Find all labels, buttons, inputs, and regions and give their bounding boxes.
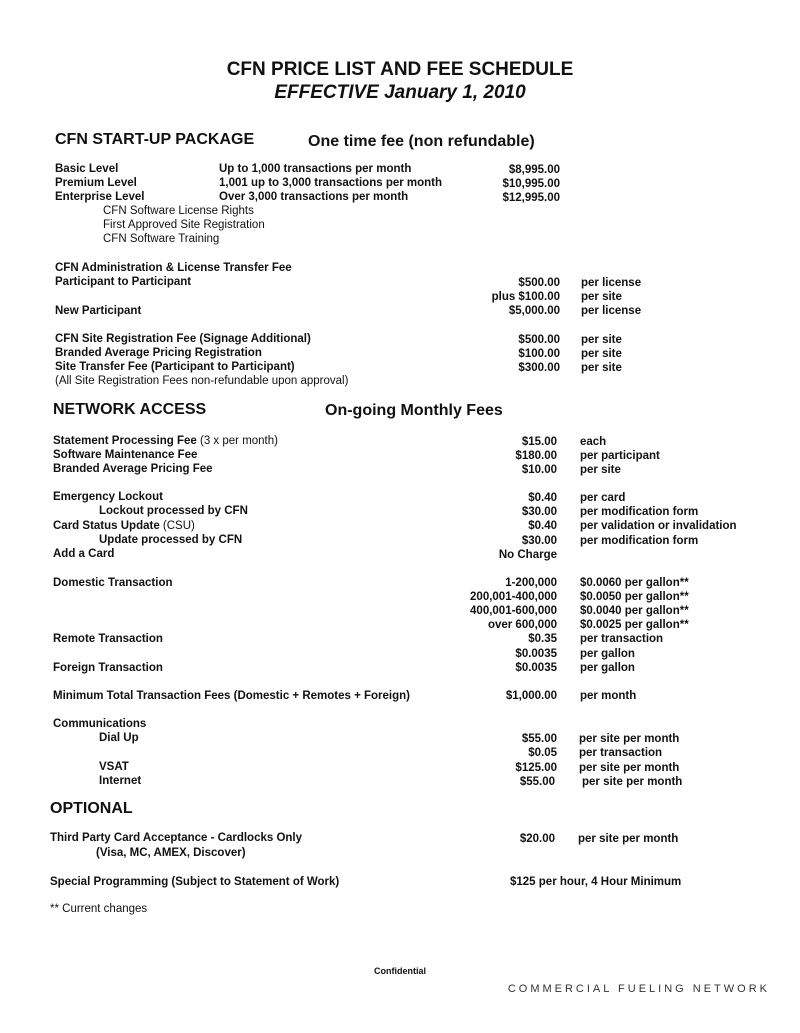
statement-fee	[53, 434, 278, 448]
foreign-unit: per gallon	[580, 662, 635, 674]
network-subheading: On-going Monthly Fees	[325, 402, 503, 419]
p2p-site-amount: plus $100.00	[491, 291, 560, 303]
statement-label: Statement Processing Fee	[53, 435, 197, 447]
foreign-label: Foreign Transaction	[53, 662, 163, 674]
remote-unit: per transaction	[580, 633, 664, 645]
csu-unit: per validation or invalidation	[580, 520, 737, 532]
domestic-tier-range: 200,001-400,000	[470, 591, 557, 603]
confidential-label: Confidential	[374, 966, 426, 976]
software-label: Software Maintenance Fee	[53, 449, 198, 461]
remote-amount: $0.35	[528, 633, 557, 645]
site-note: (All Site Registration Fees non-refundable upon approval)	[55, 375, 349, 387]
vsat-amount: $125.00	[515, 762, 557, 774]
effective-date: EFFECTIVE January 1, 2010	[274, 82, 526, 103]
new-participant-unit: per license	[581, 305, 642, 317]
p2p-site-unit: per site	[581, 291, 622, 303]
site-fee-unit: per site	[581, 334, 622, 346]
domestic-tier-price: $0.0040 per gallon**	[580, 605, 689, 617]
site-fee-amount: $300.00	[518, 362, 560, 374]
csu-note: (CSU)	[159, 520, 195, 532]
minimum-label: Minimum Total Transaction Fees (Domestic + Remotes + Foreign)	[53, 690, 410, 702]
internet-amount: $55.00	[519, 776, 555, 788]
lockout-cfn-label: Lockout processed by CFN	[99, 505, 248, 517]
startup-subheading: One time fee (non refundable)	[308, 133, 535, 150]
level-desc: Up to 1,000 transactions per month	[219, 163, 412, 175]
domestic-tier-range: over 600,000	[487, 619, 557, 631]
csu-fee	[53, 519, 195, 533]
include-item: First Approved Site Registration	[103, 219, 265, 231]
lockout-cfn-unit: per modification form	[580, 506, 699, 518]
footnote: ** Current changes	[50, 903, 148, 915]
statement-amount: $15.00	[521, 436, 557, 448]
special-label: Special Programming (Subject to Statement of Work)	[50, 876, 340, 888]
level-amount: $10,995.00	[502, 178, 560, 190]
comms-label: Communications	[53, 718, 147, 730]
foreign-amount: $0.0035	[515, 662, 557, 674]
branded-unit: per site	[580, 464, 621, 476]
csu-amount: $0.40	[528, 520, 557, 532]
p2p-amount: $500.00	[518, 277, 560, 289]
csu-label: Card Status Update	[53, 520, 160, 532]
level-amount: $8,995.00	[508, 164, 560, 176]
network-heading: NETWORK ACCESS	[53, 401, 207, 418]
special-amount: $125 per hour, 4 Hour Minimum	[510, 876, 682, 888]
domestic-tier-price: $0.0025 per gallon**	[580, 619, 689, 631]
remote-label: Remote Transaction	[53, 633, 163, 645]
level-desc: 1,001 up to 3,000 transactions per month	[219, 177, 443, 189]
dialup-label: Dial Up	[99, 732, 139, 744]
remote-gallon-unit: per gallon	[580, 648, 635, 660]
admin-fee-label: CFN Administration & License Transfer Fee	[55, 262, 292, 274]
page-title: CFN PRICE LIST AND FEE SCHEDULE	[226, 59, 574, 80]
remote-gallon-amount: $0.0035	[515, 648, 557, 660]
domestic-tier-range: 400,001-600,000	[470, 605, 557, 617]
third-party-amount: $20.00	[519, 833, 555, 845]
third-party-cards: (Visa, MC, AMEX, Discover)	[96, 847, 246, 859]
level-desc: Over 3,000 transactions per month	[219, 191, 409, 203]
lockout-cfn-amount: $30.00	[521, 506, 557, 518]
domestic-tier-price: $0.0050 per gallon**	[580, 591, 689, 603]
level-name: Premium Level	[55, 177, 137, 189]
branded-label: Branded Average Pricing Fee	[53, 463, 213, 475]
startup-heading: CFN START-UP PACKAGE	[55, 131, 255, 148]
statement-unit: each	[580, 436, 607, 448]
optional-heading: OPTIONAL	[50, 800, 133, 817]
minimum-amount: $1,000.00	[505, 690, 557, 702]
internet-label: Internet	[99, 775, 142, 787]
domestic-label: Domestic Transaction	[53, 577, 173, 589]
site-fee-amount: $500.00	[518, 334, 560, 346]
include-item: CFN Software License Rights	[103, 205, 254, 217]
software-unit: per participant	[580, 450, 660, 462]
site-fee-unit: per site	[581, 362, 622, 374]
dialup-unit: per site per month	[579, 733, 680, 745]
third-party-label: Third Party Card Acceptance - Cardlocks Only	[50, 832, 303, 844]
software-amount: $180.00	[515, 450, 557, 462]
vsat-unit: per site per month	[579, 762, 680, 774]
third-party-unit: per site per month	[578, 833, 679, 845]
brand-footer: COMMERCIAL FUELING NETWORK	[507, 983, 770, 995]
statement-note: (3 x per month)	[196, 435, 278, 447]
dialup-tx-unit: per transaction	[579, 747, 663, 759]
vsat-label: VSAT	[99, 761, 129, 773]
new-participant-amount: $5,000.00	[508, 305, 560, 317]
minimum-unit: per month	[580, 690, 637, 702]
update-cfn-amount: $30.00	[521, 535, 557, 547]
emergency-unit: per card	[580, 492, 626, 504]
update-cfn-label: Update processed by CFN	[99, 534, 243, 546]
level-name: Basic Level	[55, 163, 119, 175]
emergency-label: Emergency Lockout	[53, 491, 163, 503]
level-name: Enterprise Level	[55, 191, 145, 203]
site-fee-amount: $100.00	[518, 348, 560, 360]
level-amount: $12,995.00	[502, 192, 560, 204]
new-participant-label: New Participant	[55, 305, 142, 317]
site-fee-label: Branded Average Pricing Registration	[55, 347, 262, 359]
site-fee-label: Site Transfer Fee (Participant to Participant)	[55, 361, 295, 373]
internet-unit: per site per month	[582, 776, 683, 788]
dialup-amount: $55.00	[521, 733, 557, 745]
emergency-amount: $0.40	[528, 492, 557, 504]
add-card-label: Add a Card	[53, 548, 115, 560]
site-fee-unit: per site	[581, 348, 622, 360]
domestic-tier-range: 1-200,000	[505, 577, 557, 589]
include-item: CFN Software Training	[103, 233, 220, 245]
branded-amount: $10.00	[521, 464, 557, 476]
site-fee-label: CFN Site Registration Fee (Signage Additional)	[55, 333, 311, 345]
p2p-unit: per license	[581, 277, 642, 289]
domestic-tier-price: $0.0060 per gallon**	[580, 577, 689, 589]
p2p-label: Participant to Participant	[55, 276, 192, 288]
dialup-tx-amount: $0.05	[528, 747, 557, 759]
add-card-amount: No Charge	[498, 549, 557, 561]
update-cfn-unit: per modification form	[580, 535, 699, 547]
